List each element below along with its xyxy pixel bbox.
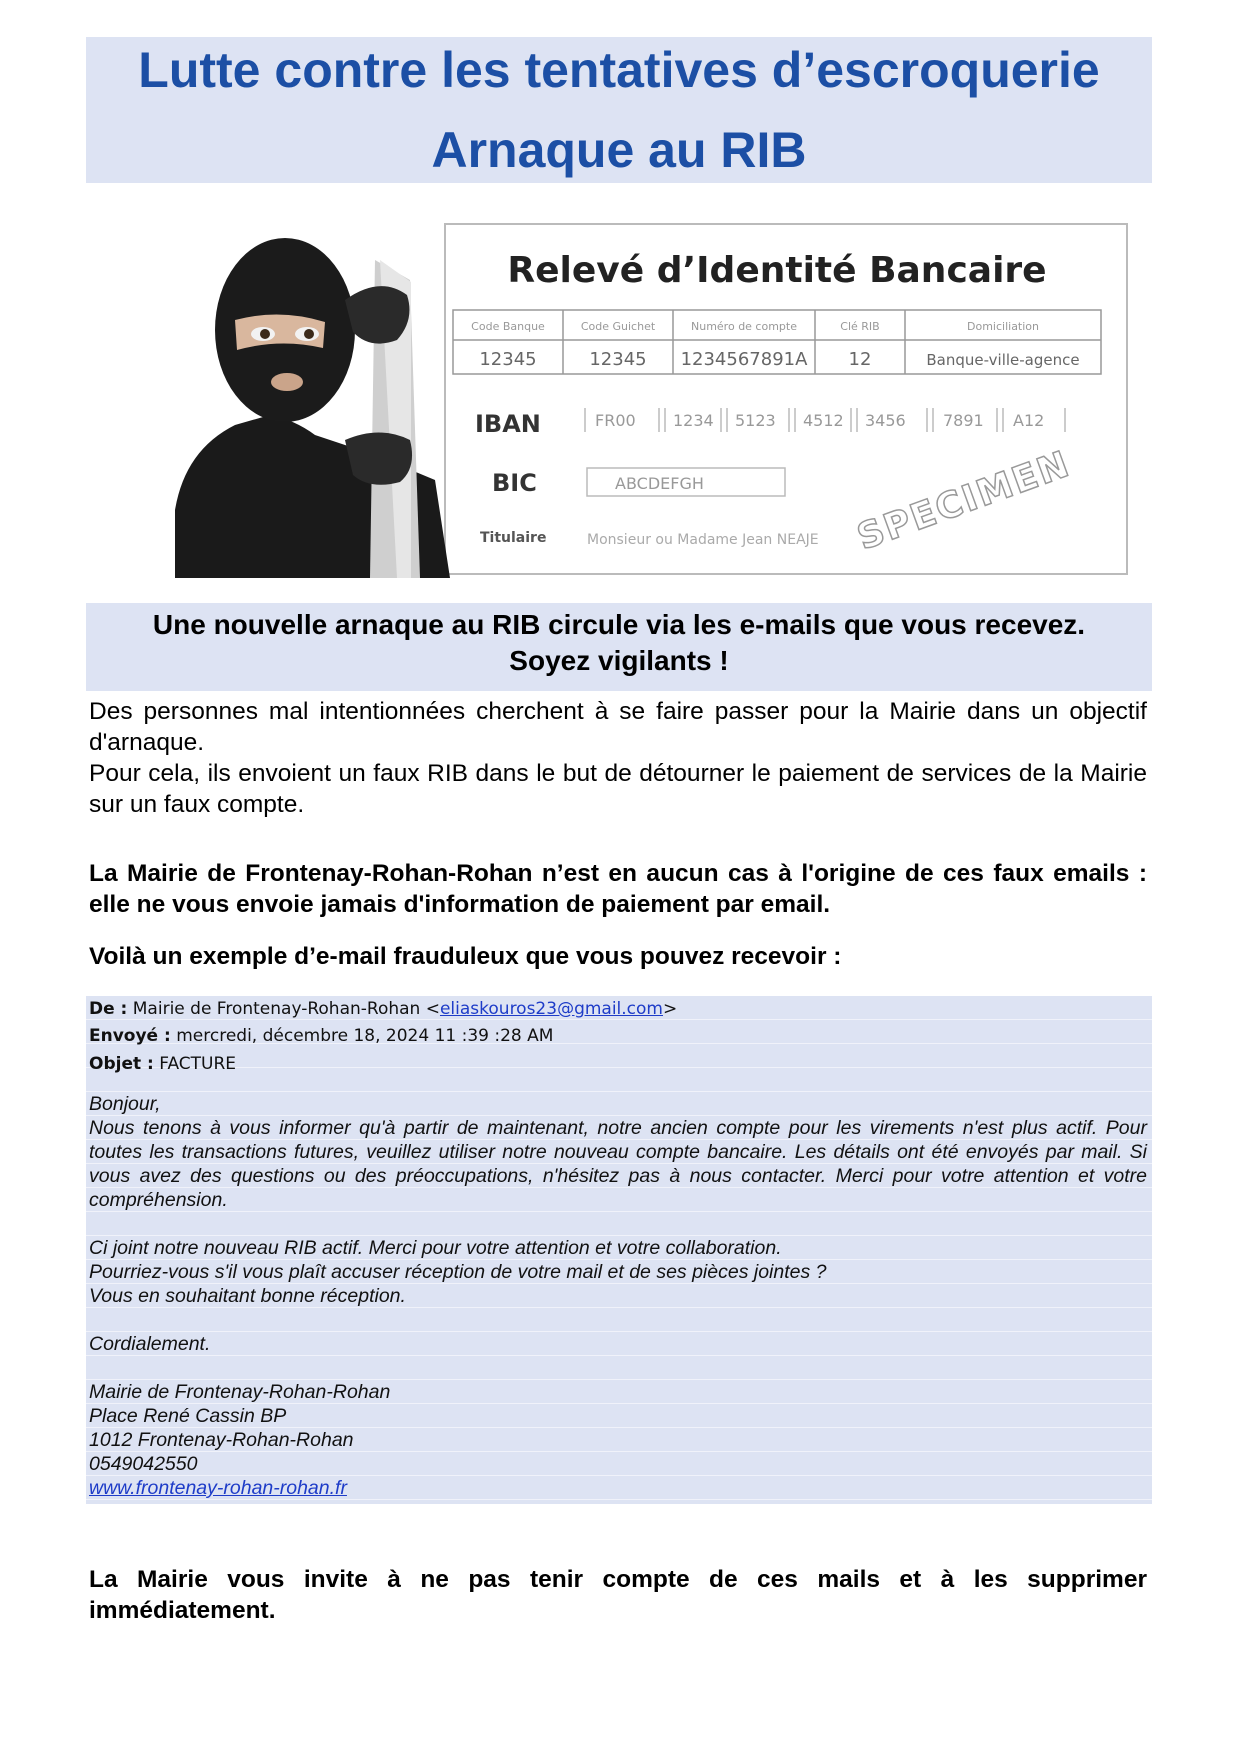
- holder-label: Titulaire: [480, 530, 547, 546]
- example-intro: Voilà un exemple d’e-mail frauduleux que vous pouvez recevoir :: [89, 943, 842, 970]
- title-banner: [86, 37, 1152, 183]
- alert-call-to-action: Soyez vigilants !: [509, 645, 729, 676]
- iban-group-3: 5123: [735, 411, 776, 430]
- email-from: De : Mairie de Frontenay-Rohan-Rohan <eliaskouros23@gmail.com>: [89, 999, 678, 1019]
- email-sender-address[interactable]: eliaskouros23@gmail.com: [439, 999, 663, 1019]
- email-line-ack: Pourriez-vous s'il vous plaît accuser réception de votre mail et de ses pièces jointes ?: [89, 1261, 827, 1283]
- bic-value: ABCDEFGH: [615, 474, 704, 493]
- email-signature-name: Mairie de Frontenay-Rohan-Rohan: [89, 1381, 391, 1403]
- email-body-paragraph: Nous tenons à vous informer qu'à partir de maintenant, notre ancien compte pour les virements n'est plus actif. Pour toutes les transactions futures, veuillez utiliser notre nouveau compte bancaire. Les détails ont été envoyés par mail. Si vous avez des questions ou des préoccupations, n'hésitez pas à nous contacter. Merci pour votre attention et votre compréhension.: [89, 1117, 1147, 1211]
- col-code-guichet: Code Guichet: [580, 320, 656, 333]
- val-cle-rib: 12: [848, 349, 872, 370]
- email-greeting: Bonjour,: [89, 1093, 161, 1115]
- alert-banner: [86, 603, 1152, 691]
- val-numero-compte: 1234567891A: [680, 349, 808, 370]
- intro-paragraph: Des personnes mal intentionnées cherchent à se faire passer pour la Mairie dans un objectif d'arnaque.: [89, 698, 1147, 756]
- iban-group-2: 1234: [673, 411, 714, 430]
- iban-group-5: 3456: [865, 411, 906, 430]
- iban-group-1: FR00: [595, 411, 636, 430]
- iban-group-6: 7891: [943, 411, 984, 430]
- burglar-figure: [175, 238, 450, 578]
- explanation-paragraph: Pour cela, ils envoient un faux RIB dans le but de détourner le paiement de services de la Mairie sur un faux compte.: [89, 760, 1147, 818]
- email-signature-city: 1012 Frontenay-Rohan-Rohan: [89, 1429, 354, 1451]
- email-line-wish: Vous en souhaitant bonne réception.: [89, 1285, 406, 1307]
- email-line-rib: Ci joint notre nouveau RIB actif. Merci pour votre attention et votre collaboration.: [89, 1237, 782, 1259]
- rib-illustration: [175, 220, 1135, 578]
- alert-headline: Une nouvelle arnaque au RIB circule via les e-mails que vous recevez.: [152, 609, 1086, 640]
- page-title: Lutte contre les tentatives d’escroquerie: [138, 42, 1100, 98]
- iban-label: IBAN: [475, 410, 541, 438]
- val-code-banque: 12345: [479, 349, 537, 370]
- page-subtitle: Arnaque au RIB: [431, 122, 807, 178]
- conclusion-paragraph: La Mairie vous invite à ne pas tenir compte de ces mails et à les supprimer immédiatement.: [89, 1566, 1147, 1624]
- email-subject: Objet : FACTURE: [89, 1054, 237, 1074]
- email-website-link[interactable]: www.frontenay-rohan-rohan.fr: [89, 1477, 347, 1499]
- iban-group-7: A12: [1013, 411, 1045, 430]
- col-code-banque: Code Banque: [471, 320, 545, 333]
- email-signature-website-row: [89, 1476, 1147, 1500]
- iban-group-4: 4512: [803, 411, 844, 430]
- col-numero-compte: Numéro de compte: [691, 320, 797, 333]
- bic-label: BIC: [492, 469, 537, 497]
- email-closing: Cordialement.: [89, 1333, 211, 1355]
- warning-paragraph: La Mairie de Frontenay-Rohan-Rohan n’est en aucun cas à l'origine de ces faux emails : elle ne vous envoie jamais d'information de paiement par email.: [89, 860, 1147, 918]
- col-domiciliation: Domiciliation: [967, 320, 1039, 333]
- val-code-guichet: 12345: [589, 349, 647, 370]
- holder-value: Monsieur ou Madame Jean NEAJE: [587, 532, 819, 548]
- rib-card-title: Relevé d’Identité Bancaire: [507, 250, 1047, 291]
- email-sent: Envoyé : mercredi, décembre 18, 2024 11 :39 :28 AM: [89, 1026, 554, 1046]
- col-cle-rib: Clé RIB: [840, 320, 880, 333]
- example-email: [86, 996, 1152, 1504]
- val-domiciliation: Banque-ville-agence: [926, 351, 1080, 369]
- email-signature-phone: 0549042550: [89, 1453, 198, 1475]
- email-signature-address: Place René Cassin BP: [89, 1405, 287, 1427]
- specimen-stamp: SPECIMEN: [852, 443, 1076, 559]
